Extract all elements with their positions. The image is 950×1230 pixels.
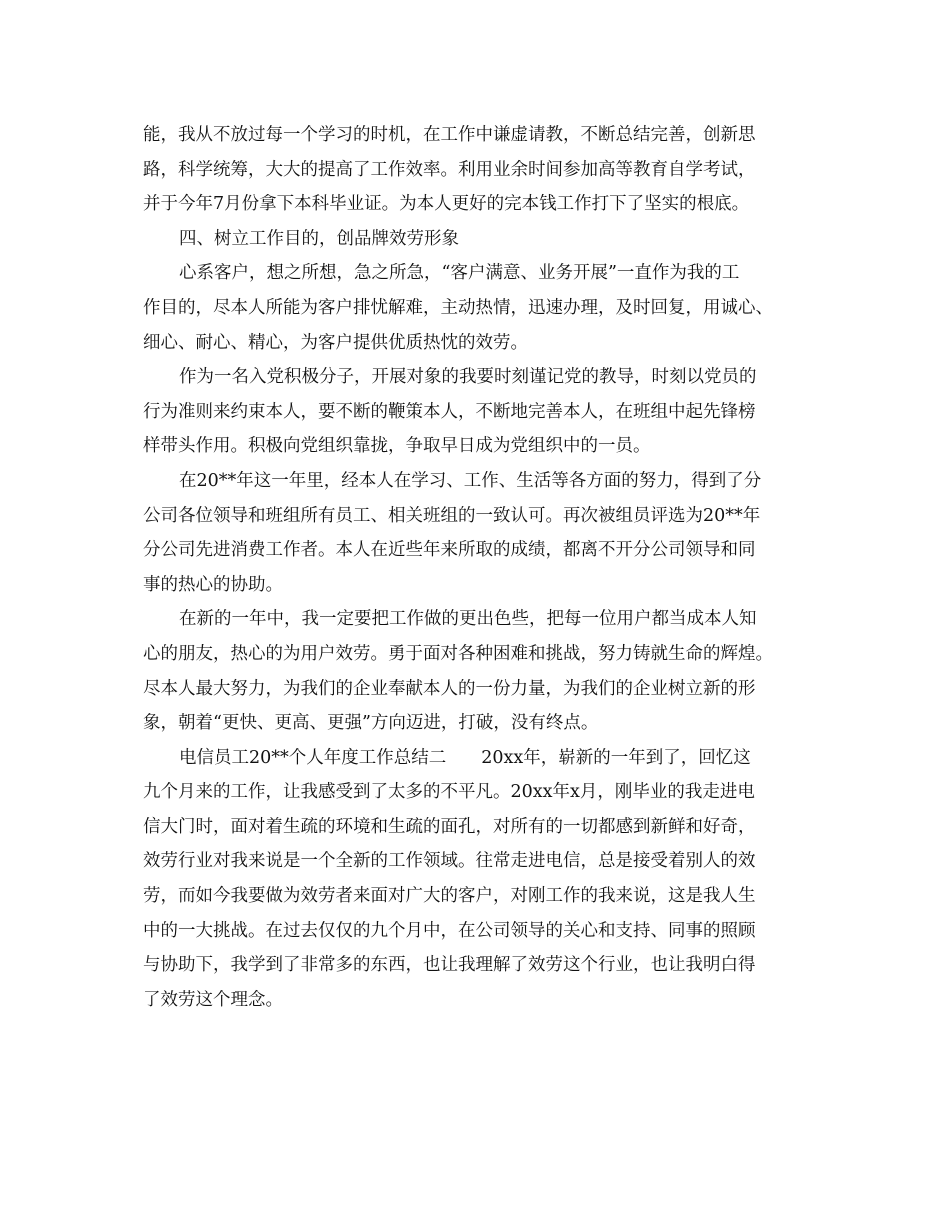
text-line: 在20**年这一年里，经本人在学习、工作、生活等各方面的努力，得到了分 <box>179 470 762 491</box>
text-line: 中的一大挑战。在过去仅仅的九个月中，在公司领导的关心和支持、同事的照顾 <box>143 920 756 941</box>
text-line: 心的朋友，热心的为用户效劳。勇于面对各种困难和挑战，努力铸就生命的辉煌。 <box>143 643 773 664</box>
text-line: 了效劳这个理念。 <box>143 989 283 1010</box>
text-line: 样带头作用。积极向党组织靠拢，争取早日成为党组织中的一员。 <box>143 436 651 457</box>
text-line: 九个月来的工作，让我感受到了太多的不平凡。20xx年x月，刚毕业的我走进电 <box>143 782 755 803</box>
text-line: 行为准则来约束本人，要不断的鞭策本人，不断地完善本人，在班组中起先锋榜 <box>143 401 756 422</box>
text-line: 事的热心的协助。 <box>143 574 283 595</box>
text-line: 细心、耐心、精心，为客户提供优质热忱的效劳。 <box>143 332 528 353</box>
text-line: 路，科学统筹，大大的提高了工作效率。利用业余时间参加高等教育自学考试， <box>143 159 756 180</box>
text-line: 信大门时，面对着生疏的环境和生疏的面孔，对所有的一切都感到新鲜和好奇， <box>143 816 756 837</box>
text-line: 心系客户，想之所想，急之所急，“客户满意、业务开展”一直作为我的工 <box>179 263 740 284</box>
text-line: 公司各位领导和班组所有员工、相关班组的一致认可。再次被组员评选为20**年 <box>143 505 761 526</box>
text-line: 并于今年7月份拿下本科毕业证。为本人更好的完本钱工作打下了坚实的根底。 <box>143 194 750 215</box>
text-line: 象，朝着“更快、更高、更强”方向迈进，打破，没有终点。 <box>143 713 599 734</box>
text-line: 尽本人最大努力，为我们的企业奉献本人的一份力量，为我们的企业树立新的形 <box>143 678 756 699</box>
text-line: 在新的一年中，我一定要把工作做的更出色些，把每一位用户都当成本人知 <box>179 609 757 630</box>
text-line: 四、树立工作目的，创品牌效劳形象 <box>179 228 459 249</box>
text-line: 与协助下，我学到了非常多的东西，也让我理解了效劳这个行业，也让我明白得 <box>143 955 756 976</box>
text-line: 作为一名入党积极分子，开展对象的我要时刻谨记党的教导，时刻以党员的 <box>179 367 757 388</box>
text-line: 电信员工20**个人年度工作总结二 20xx年，崭新的一年到了，回忆这 <box>179 747 751 768</box>
text-line: 能，我从不放过每一个学习的时机，在工作中谦虚请教，不断总结完善，创新思 <box>143 125 756 145</box>
text-line: 劳，而如今我要做为效劳者来面对广大的客户，对刚工作的我来说，这是我人生 <box>143 886 756 907</box>
document-body <box>143 118 811 1017</box>
text-line: 作目的，尽本人所能为客户排忧解难，主动热情，迅速办理，及时回复，用诚心、 <box>143 297 773 318</box>
text-line: 效劳行业对我来说是一个全新的工作领域。往常走进电信，总是接受着别人的效 <box>143 851 756 872</box>
text-line: 分公司先进消费工作者。本人在近些年来所取的成绩，都离不开分公司领导和同 <box>143 540 756 561</box>
